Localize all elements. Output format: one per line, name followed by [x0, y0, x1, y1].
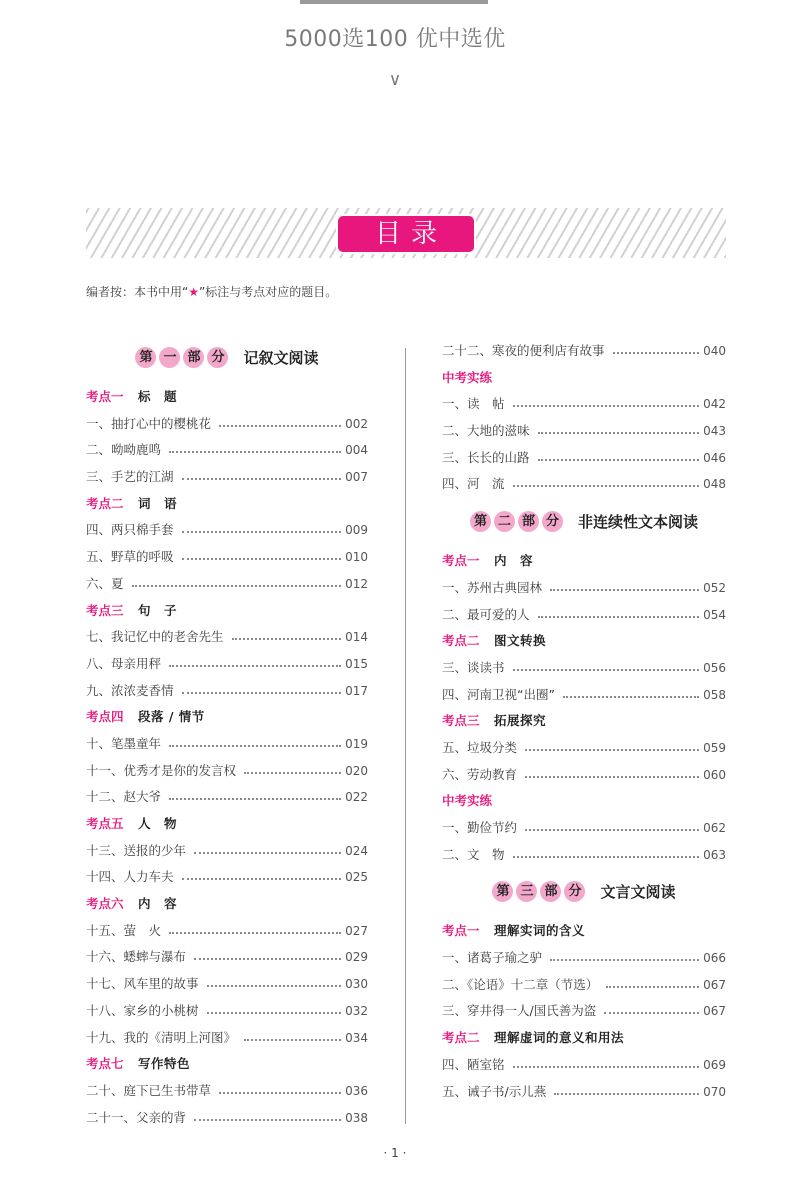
entry-page: 070 [703, 1084, 726, 1099]
entry-page: 004 [345, 443, 368, 458]
dot-leader [538, 602, 700, 618]
kaodian-heading [442, 1025, 726, 1052]
entry-title: 十九、我的《清明上河图》 [86, 1029, 237, 1045]
part-badge: 第 [135, 347, 156, 368]
toc-left-column [86, 338, 368, 1131]
top-strip [300, 0, 488, 4]
part-title: 非连续性文本阅读 [577, 512, 698, 531]
toc-entry[interactable] [86, 678, 368, 705]
entry-page: 059 [703, 740, 726, 755]
entry-page: 036 [345, 1083, 368, 1098]
entry-title: 十三、送报的少年 [86, 842, 187, 858]
part-badges [492, 881, 588, 902]
kaodian-heading [86, 598, 368, 625]
part-two-header [442, 502, 726, 540]
toc-entry[interactable] [442, 945, 726, 972]
toc-entry[interactable] [442, 391, 726, 418]
toc-entry[interactable] [442, 972, 726, 999]
part-badge: 分 [542, 511, 563, 532]
entry-page: 056 [703, 660, 726, 675]
kaodian-label: 考点七 [86, 1056, 124, 1072]
entry-page: 015 [345, 656, 368, 671]
toc-entry[interactable] [442, 1052, 726, 1079]
kaodian-heading [86, 1051, 368, 1078]
dot-leader [182, 864, 342, 880]
entry-page: 014 [345, 630, 368, 645]
part-badge: 分 [207, 347, 228, 368]
part-badge: 部 [540, 881, 561, 902]
dot-leader [244, 758, 341, 774]
part-badges [470, 511, 566, 532]
entry-page: 027 [345, 923, 368, 938]
kaodian-heading [86, 384, 368, 411]
entry-title: 十、笔墨童年 [86, 735, 162, 751]
entry-title: 二十、庭下已生书带草 [86, 1082, 212, 1098]
entry-title: 八、母亲用秤 [86, 655, 162, 671]
entry-title: 一、诸葛子瑜之驴 [442, 950, 543, 966]
kaodian-title: 理解实词的含义 [494, 923, 586, 939]
entry-page: 007 [345, 470, 368, 485]
toc-entry[interactable] [86, 971, 368, 998]
kaodian-title: 标 题 [138, 389, 178, 404]
slogan: 5000选100 优中选优 [284, 27, 506, 52]
toc-entry[interactable] [86, 544, 368, 571]
toc-entry[interactable] [86, 571, 368, 598]
kaodian-label: 考点二 [86, 495, 124, 511]
kaodian-label: 考点一 [86, 389, 124, 404]
entry-page: 025 [345, 870, 368, 885]
toc-entry[interactable] [442, 418, 726, 445]
note-prefix: 编者按：本书中用“ [86, 285, 189, 299]
entry-title: 七、我记忆中的老舍先生 [86, 629, 224, 645]
toc-entry[interactable] [442, 842, 726, 869]
entry-page: 024 [345, 843, 368, 858]
toc-entry[interactable] [442, 655, 726, 682]
kaodian-label: 考点二 [442, 1030, 480, 1046]
dot-leader [182, 517, 342, 533]
entry-title: 二、最可爱的人 [442, 606, 530, 622]
dot-leader [525, 815, 699, 831]
entry-title: 三、穿井得一人/国氏善为盗 [442, 1003, 597, 1019]
entry-title: 三、谈读书 [442, 659, 505, 675]
entry-page: 034 [345, 1030, 368, 1045]
kaodian-label: 考点一 [442, 923, 480, 939]
kaodian-label: 考点一 [442, 553, 480, 569]
part-badge: 部 [518, 511, 539, 532]
kaodian-title: 写作特色 [138, 1056, 191, 1072]
toc-entry[interactable] [442, 602, 726, 629]
entry-title: 十五、萤 火 [86, 922, 162, 938]
kaodian-label: 考点五 [86, 816, 124, 831]
dot-leader [232, 624, 342, 640]
dot-leader [194, 838, 341, 854]
toc-entry[interactable] [86, 784, 368, 811]
entry-title: 五、垃圾分类 [442, 739, 518, 755]
entry-title: 四、陋室铭 [442, 1056, 505, 1072]
entry-title: 六、夏 [86, 575, 124, 591]
entry-page: 062 [703, 821, 726, 835]
entry-title: 一、抽打心中的樱桃花 [86, 415, 212, 431]
entry-page: 017 [345, 683, 368, 698]
dot-leader [219, 411, 341, 427]
part-title: 文言文阅读 [600, 882, 676, 901]
toc-right-column [442, 338, 726, 1105]
entry-title: 二、《论语》十二章（节选） [442, 976, 599, 992]
section-label: 中考实练 [442, 793, 493, 809]
part-badge: 部 [183, 347, 204, 368]
dot-leader [182, 678, 342, 694]
dot-leader [219, 1078, 341, 1094]
kaodian-label: 考点六 [86, 896, 124, 912]
part-badge: 分 [564, 881, 585, 902]
part-badge: 三 [516, 881, 537, 902]
dot-leader [606, 972, 699, 988]
dot-leader [550, 575, 699, 591]
toc-entry[interactable] [86, 411, 368, 438]
entry-page: 069 [703, 1057, 726, 1072]
entry-page: 067 [703, 977, 726, 992]
kaodian-label: 考点二 [442, 633, 480, 649]
entry-page: 022 [345, 790, 368, 805]
dot-leader [513, 391, 700, 407]
entry-title: 十四、人力车夫 [86, 869, 174, 885]
entry-page: 054 [703, 607, 726, 622]
toc-entry[interactable] [86, 998, 368, 1025]
dot-leader [182, 544, 342, 560]
entry-title: 十七、风车里的故事 [86, 976, 199, 992]
entry-page: 012 [345, 576, 368, 591]
entry-page: 048 [703, 477, 726, 492]
dot-leader [194, 944, 341, 960]
kaodian-heading [86, 491, 368, 518]
dot-leader [554, 1079, 699, 1095]
kaodian-heading [86, 891, 368, 918]
toc-entry[interactable] [86, 864, 368, 891]
toc-entry[interactable] [86, 624, 368, 651]
toc-entry[interactable] [442, 762, 726, 789]
kaodian-title: 段落 / 情节 [138, 709, 205, 725]
dot-leader [513, 655, 700, 671]
page-number: · 1 · [383, 1146, 407, 1160]
kaodian-heading [442, 708, 726, 735]
dot-leader [563, 682, 699, 698]
dot-leader [513, 471, 700, 487]
toc-entry[interactable] [86, 731, 368, 758]
kaodian-title: 内 容 [494, 553, 534, 569]
entry-title: 四、河 流 [442, 476, 505, 492]
entry-page: 043 [703, 424, 726, 439]
toc-entry[interactable] [442, 1079, 726, 1106]
dot-leader [604, 998, 699, 1014]
entry-page: 067 [703, 1004, 726, 1019]
dot-leader [169, 731, 341, 747]
entry-title: 六、劳动教育 [442, 766, 518, 782]
entry-title: 四、河南卫视“出圈” [442, 686, 555, 702]
entry-title: 九、浓浓麦香情 [86, 682, 174, 698]
kaodian-label: 考点三 [86, 602, 124, 618]
note-suffix: ”标注与考点对应的题目。 [198, 285, 338, 299]
toc-entry[interactable] [86, 651, 368, 678]
dot-leader [182, 464, 342, 480]
kaodian-heading [86, 704, 368, 731]
entry-page: 020 [345, 763, 368, 778]
entry-page: 029 [345, 950, 368, 965]
entry-page: 040 [703, 344, 726, 358]
toc-entry[interactable] [86, 1078, 368, 1105]
entry-title: 四、两只棉手套 [86, 522, 174, 538]
section-heading [442, 788, 726, 815]
toc-entry[interactable] [442, 735, 726, 762]
toc-entry[interactable] [86, 437, 368, 464]
toc-entry[interactable] [86, 758, 368, 785]
entry-page: 010 [345, 550, 368, 565]
toc-entry[interactable] [442, 815, 726, 842]
entry-page: 052 [703, 580, 726, 595]
part-one-header [86, 338, 368, 376]
dot-leader [513, 842, 700, 858]
entry-page: 032 [345, 1003, 368, 1018]
entry-title: 十二、赵大爷 [86, 789, 162, 805]
dot-leader [169, 918, 341, 934]
toc-entry[interactable] [442, 998, 726, 1025]
dot-leader [194, 1105, 341, 1121]
kaodian-label: 考点四 [86, 709, 124, 725]
entry-title: 十八、家乡的小桃树 [86, 1002, 199, 1018]
part-badge: 二 [494, 511, 515, 532]
toc-entry[interactable] [442, 575, 726, 602]
entry-page: 063 [703, 847, 726, 862]
part-badge: 一 [159, 347, 180, 368]
dot-leader [169, 651, 341, 667]
entry-title: 十六、蟋蟀与瀑布 [86, 949, 187, 965]
part-badge: 第 [470, 511, 491, 532]
entry-page: 002 [345, 416, 368, 431]
entry-title: 十一、优秀才是你的发言权 [86, 762, 237, 778]
dot-leader [169, 437, 341, 453]
toc-entry[interactable] [442, 338, 726, 365]
part-title: 记叙文阅读 [243, 348, 319, 367]
dot-leader [207, 998, 342, 1014]
dot-leader [207, 971, 342, 987]
toc-entry[interactable] [86, 1025, 368, 1052]
entry-title: 五、野草的呼吸 [86, 549, 174, 565]
kaodian-title: 句 子 [138, 602, 178, 618]
toc-title: 目录 [338, 216, 474, 252]
toc-entry[interactable] [86, 517, 368, 544]
entry-title: 一、苏州古典园林 [442, 579, 543, 595]
kaodian-title: 拓展探究 [494, 713, 547, 729]
dot-leader [550, 945, 699, 961]
toc-entry[interactable] [442, 682, 726, 709]
kaodian-heading [86, 811, 368, 838]
entry-page: 038 [345, 1110, 368, 1125]
entry-page: 019 [345, 736, 368, 751]
entry-title: 五、诫子书/示儿燕 [442, 1083, 547, 1099]
kaodian-heading [442, 628, 726, 655]
entry-title: 一、勤俭节约 [442, 820, 518, 835]
kaodian-title: 图文转换 [494, 633, 547, 649]
entry-page: 066 [703, 951, 726, 966]
toc-entry[interactable] [442, 445, 726, 472]
kaodian-title: 词 语 [138, 495, 178, 511]
kaodian-label: 考点三 [442, 713, 480, 729]
entry-title: 二十一、父亲的背 [86, 1109, 187, 1125]
dot-leader [525, 762, 699, 778]
dot-leader [132, 571, 342, 587]
kaodian-title: 理解虚词的意义和用法 [494, 1030, 625, 1046]
dot-leader [525, 735, 699, 751]
kaodian-title: 人 物 [138, 816, 178, 831]
dot-leader [169, 784, 341, 800]
entry-title: 三、手艺的江湖 [86, 469, 174, 485]
entry-title: 三、长长的山路 [442, 449, 530, 465]
entry-title: 一、读 帖 [442, 396, 505, 412]
dot-leader [538, 445, 700, 461]
editor-note [86, 283, 337, 300]
section-label: 中考实练 [442, 369, 493, 385]
toc-entry[interactable] [86, 918, 368, 945]
kaodian-heading [442, 548, 726, 575]
toc-entry[interactable] [86, 838, 368, 865]
entry-page: 060 [703, 767, 726, 782]
part-three-header [442, 872, 726, 910]
entry-title: 二、呦呦鹿鸣 [86, 442, 162, 458]
entry-page: 058 [703, 687, 726, 702]
entry-page: 046 [703, 450, 726, 465]
kaodian-title: 内 容 [138, 896, 178, 912]
dot-leader [613, 338, 700, 354]
part-badges [135, 347, 231, 368]
section-heading [442, 365, 726, 392]
toc-entry[interactable] [86, 464, 368, 491]
star-icon: ★ [188, 285, 199, 299]
entry-title: 二、文 物 [442, 846, 505, 862]
column-divider [405, 348, 406, 1124]
part-badge: 第 [492, 881, 513, 902]
entry-title: 二、大地的滋味 [442, 423, 530, 439]
toc-entry[interactable] [86, 944, 368, 971]
toc-entry[interactable] [86, 1105, 368, 1132]
toc-entry[interactable] [442, 471, 726, 498]
dot-leader [538, 418, 700, 434]
dot-leader [513, 1052, 700, 1068]
entry-page: 030 [345, 977, 368, 992]
kaodian-heading [442, 918, 726, 945]
chevron-down-icon: ∨ [388, 70, 402, 90]
entry-page: 009 [345, 523, 368, 538]
entry-title: 二十二、寒夜的便利店有故事 [442, 343, 605, 358]
entry-page: 042 [703, 397, 726, 412]
dot-leader [244, 1025, 341, 1041]
